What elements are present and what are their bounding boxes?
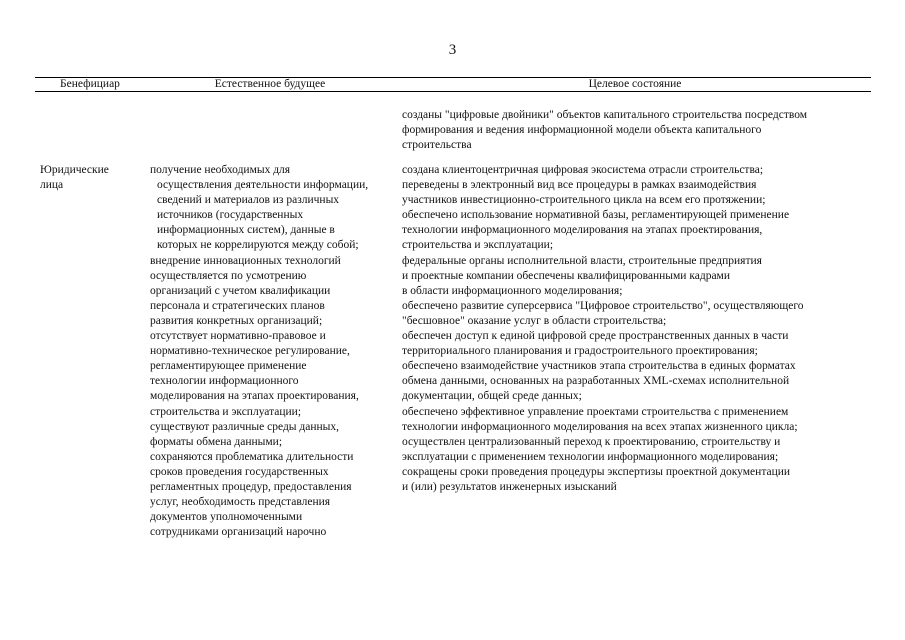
text-line: документов уполномоченными xyxy=(150,511,303,524)
text-line: и проектные компании обеспечены квалифицированными кадрами xyxy=(402,269,730,282)
text-line: персонала и стратегических планов xyxy=(150,299,325,312)
text-line: услуг, необходимость представления xyxy=(150,496,331,509)
target-state-cell xyxy=(402,163,870,495)
text-line: технологии информационного xyxy=(150,375,299,388)
text-line: сведений и материалов из различных xyxy=(157,194,340,207)
text-line: осуществлен централизованный переход к проектированию, строительству и xyxy=(402,435,781,448)
text-line: которых не коррелируются между собой; xyxy=(157,239,359,252)
text-line: создана клиентоцентричная цифровая экосистема отрасли строительства; xyxy=(402,164,764,176)
text-line: переведены в электронный вид все процедуры в рамках взаимодействия xyxy=(402,179,757,192)
text-line: получение необходимых для xyxy=(150,164,291,176)
beneficiary-cell xyxy=(40,163,140,193)
text-line: созданы "цифровые двойники" объектов капитального строительства посредством xyxy=(402,109,807,121)
text-line: формирования и ведения информационной модели объекта капитального xyxy=(402,124,762,137)
text-line: территориального планирования и градостроительного проектирования; xyxy=(402,345,758,358)
text-line: лица xyxy=(40,179,64,192)
text-line: в области информационного моделирования; xyxy=(402,284,623,297)
text-line: обеспечено взаимодействие участников этапа строительства в единых форматах xyxy=(402,360,796,373)
text-line: обеспечено развитие суперсервиса "Цифровое строительство", осуществляющего xyxy=(402,299,804,312)
text-line: федеральные органы исполнительной власти, строительные предприятия xyxy=(402,254,762,267)
text-line: организаций с учетом квалификации xyxy=(150,284,331,297)
text-line: технологии информационного моделирования на этапах проектирования, xyxy=(402,224,763,237)
text-line: форматы обмена данными; xyxy=(150,435,283,448)
text-line: обеспечено использование нормативной базы, регламентирующей применение xyxy=(402,209,790,222)
text-line: сроков проведения государственных xyxy=(150,465,329,478)
text-line: отсутствует нормативно-правовое и xyxy=(150,330,326,343)
text-line: обеспечен доступ к единой цифровой среде пространственных данных в части xyxy=(402,330,789,343)
text-line: сокращены сроки проведения процедуры экспертизы проектной документации xyxy=(402,465,791,478)
text-line: моделирования на этапах проектирования, xyxy=(150,390,359,403)
table-header-bottom-rule xyxy=(35,91,871,92)
text-line: сохраняются проблематика длительности xyxy=(150,450,354,463)
text-line: развития конкретных организаций; xyxy=(150,314,323,327)
text-line: осуществления деятельности информации, xyxy=(157,179,369,192)
text-line: эксплуатации с применением технологии информационного моделирования; xyxy=(402,450,779,463)
natural-future-cell xyxy=(150,163,395,540)
text-line: осуществляется по усмотрению xyxy=(150,269,307,282)
text-line: нормативно-техническое регулирование, xyxy=(150,345,350,358)
text-line: Юридические xyxy=(40,164,109,176)
text-line: технологии информационного моделирования на всех этапах жизненного цикла; xyxy=(402,420,798,433)
page-number: 3 xyxy=(448,42,457,58)
text-line: обеспечено эффективное управление проектами строительства с применением xyxy=(402,405,789,418)
text-line: источников (государственных xyxy=(157,209,304,222)
text-line: существуют различные среды данных, xyxy=(150,420,340,433)
text-line: строительства и эксплуатации; xyxy=(150,405,302,418)
text-line: и (или) результатов инженерных изысканий xyxy=(402,480,617,493)
continuation-target-cell xyxy=(402,108,870,153)
text-line: регламентных процедур, предоставления xyxy=(150,480,352,493)
text-line: документации, общей среде данных; xyxy=(402,390,582,403)
header-beneficiary: Бенефициар xyxy=(60,78,120,90)
text-line: сотрудниками организаций нарочно xyxy=(150,526,327,539)
text-line: "бесшовное" оказание услуг в области строительства; xyxy=(402,314,667,327)
text-line: строительства и эксплуатации; xyxy=(402,239,554,252)
text-line: участников инвестиционно-строительного цикла на всем его протяжении; xyxy=(402,194,766,207)
text-line: строительства xyxy=(402,139,472,152)
text-line: обмена данными, основанных на разработанных XML-схемах исполнительной xyxy=(402,375,790,388)
text-line: регламентирующее применение xyxy=(150,360,307,373)
header-target-state: Целевое состояние xyxy=(588,78,682,90)
text-line: внедрение инновационных технологий xyxy=(150,254,341,267)
header-natural-future: Естественное будущее xyxy=(214,78,326,90)
text-line: информационных систем), данные в xyxy=(157,224,335,237)
